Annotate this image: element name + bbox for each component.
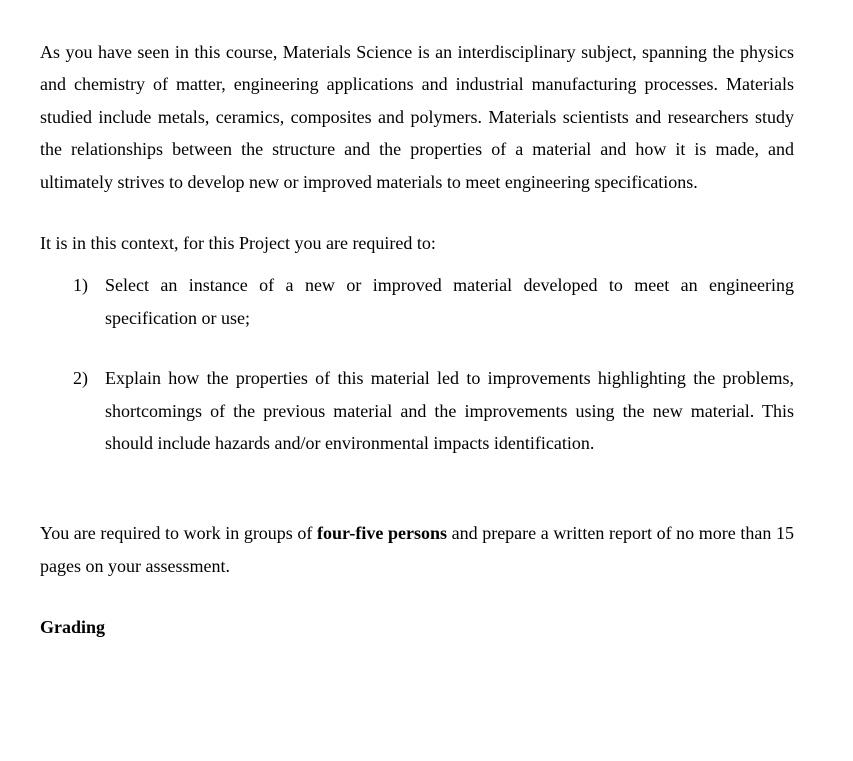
requirement-text: Explain how the properties of this material led to improvements highlighting the problems, shortcomings of the previous material and the improvements using the new material. This should include hazards and/or environmental impacts identification.: [105, 368, 794, 454]
requirement-number: 1): [73, 275, 88, 296]
group-size-emphasis: four-five persons: [317, 523, 447, 544]
grading-heading: Grading: [40, 617, 106, 638]
requirement-number: 2): [73, 368, 88, 389]
intro-paragraph: As you have seen in this course, Materials Science is an interdisciplinary subject, spanning the physics and chemistry of matter, engineering applications and industrial manufacturing processes. Materials studied include metals, ceramics, composites and polymers. Materials scientists and researchers study the relationships between the structure and the properties of a material and how it is made, and ultimately strives to develop new or improved materials to meet engineering specifications.: [40, 42, 794, 192]
requirements-list: [40, 269, 794, 459]
groups-paragraph: [40, 517, 794, 582]
context-paragraph: It is in this context, for this Project you are required to:: [40, 233, 436, 254]
requirement-item: [40, 269, 794, 334]
groups-text-after: and prepare a written report of no more than 15 pages on your assessment.: [40, 523, 794, 576]
requirement-text: Select an instance of a new or improved material developed to meet an engineering specification or use;: [105, 275, 794, 328]
groups-text-before: You are required to work in groups of: [40, 523, 318, 544]
document-page: [40, 36, 794, 644]
requirement-item: [40, 362, 794, 459]
